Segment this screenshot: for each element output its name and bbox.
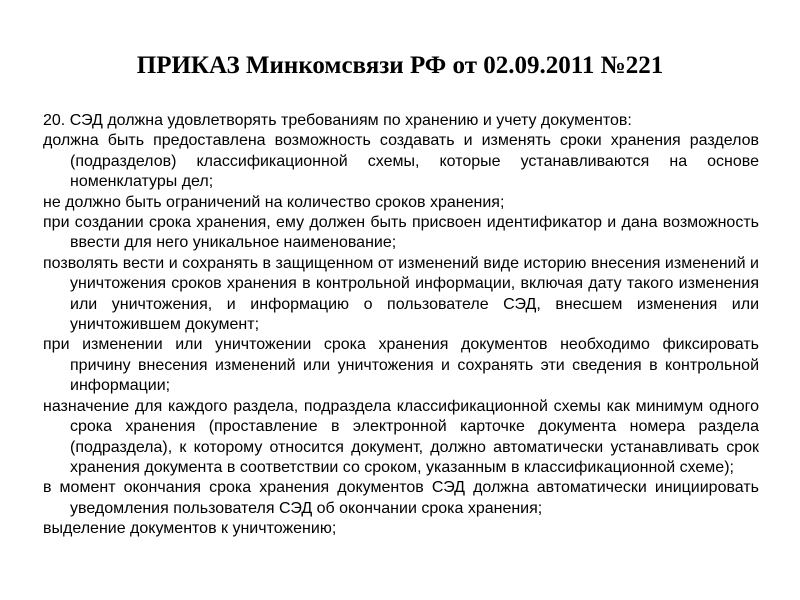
paragraph-requirement: назначение для каждого раздела, подраздела классификационной схемы как минимум одного срока хранения (проставление в электронной карточке документа номера раздела (подраздела), к которому относится документ, должно автоматически устанавливать срок хранения документа в соответствии со сроком, указанным в классификационной схеме); (43, 397, 759, 476)
paragraph-requirement: выделение документов к уничтожению; (43, 520, 337, 538)
paragraph-requirement: должна быть предоставлена возможность создавать и изменять сроки хранения разделов (подразделов) классификационной схемы, которые устанавливаются на основе номенклатуры дел; (43, 132, 759, 191)
paragraph-requirement: в момент окончания срока хранения документов СЭД должна автоматически инициировать уведомления пользователя СЭД об окончании срока хранения; (43, 479, 759, 517)
paragraph-intro: 20. СЭД должна удовлетворять требованиям по хранению и учету документов: (43, 112, 632, 129)
paragraph-requirement: позволять вести и сохранять в защищенном от изменений виде историю внесения изменений и уничтожения сроков хранения в контрольной информации, включая дату такого изменения или уничтожения, и информацию о пользователе СЭД, внесшем изменения или уничтожившем документ; (43, 254, 759, 334)
paragraph-requirement: при изменении или уничтожении срока хранения документов необходимо фиксировать причину внесения изменений или уничтожения и сохранять эти сведения в контрольной информации; (43, 336, 759, 395)
document-body (43, 111, 759, 540)
page-title: ПРИКАЗ Минкомсвязи РФ от 02.09.2011 №221 (136, 52, 664, 79)
paragraph-requirement: не должно быть ограничений на количество сроков хранения; (43, 193, 505, 211)
paragraph-requirement: при создании срока хранения, ему должен быть присвоен идентификатор и дана возможность ввести для него уникальное наименование; (43, 214, 759, 252)
